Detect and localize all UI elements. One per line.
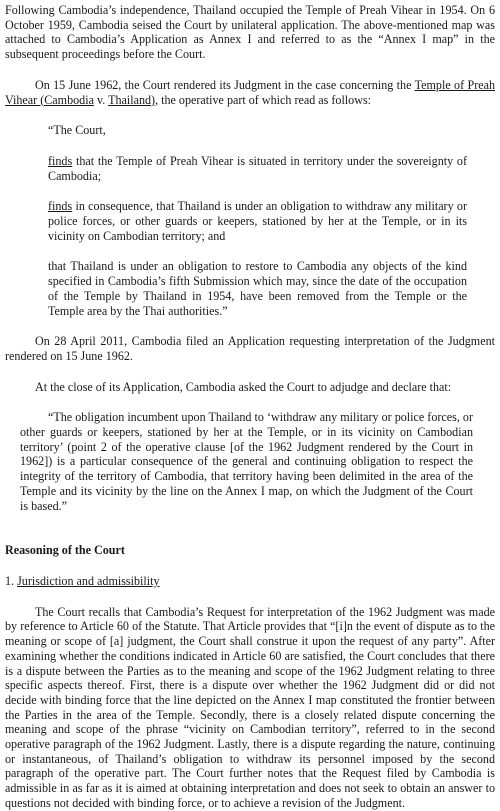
finding-text: in consequence, that Thailand is under an obligation to withdraw any military or police forces, or other guards or keepers, stationed by her at the Temple, or in its vicinity on Cambodian territory; and bbox=[48, 199, 467, 243]
text-after-case: , the operative part of which read as follows: bbox=[155, 92, 372, 107]
subsection-number: 1. bbox=[5, 573, 18, 588]
paragraph-2011-application: On 28 April 2011, Cambodia filed an Application requesting interpretation of the Judgment rendered on 15 June 1962. bbox=[5, 334, 495, 363]
text-versus: v. bbox=[93, 92, 109, 107]
paragraph-reasoning: The Court recalls that Cambodia’s Request for interpretation of the 1962 Judgment was made by reference to Article 60 of the Statute. That Article provides that “[i]n the event of dispute as to the meaning or scope of [a] judgment, the Court shall construe it upon the request of any party”. After examining whether the conditions indicated in Article 60 are satisfied, the Court concludes that there is a dispute between the Parties as to the meaning and scope of the 1962 Judgment relating to three specific aspects thereof. First, there is a dispute over whether the 1962 Judgment did or did not decide with binding force that the line depicted on the Annex I map constituted the frontier between the Parties in the area of the Temple. Secondly, there is a closely related dispute concerning the meaning and scope of the phrase “vicinity on Cambodian territory”, referred to in the second operative paragraph of the 1962 Judgment. Lastly, there is a dispute regarding the nature, continuing or instantaneous, of Thailand’s obligation to withdraw its personnel imposed by the second paragraph of the operative part. The Court further notes that the Request filed by Cambodia is admissible in as far as it is aimed at obtaining interpretation and does not seek to obtain an answer to questions not decided with binding force, or to achieve a revision of the Judgment. bbox=[5, 604, 495, 810]
finding-sovereignty bbox=[5, 154, 495, 183]
finds-keyword: finds bbox=[48, 199, 73, 214]
paragraph-background: Following Cambodia’s independence, Thailand occupied the Temple of Preah Vihear in 1954. On 6 October 1959, Cambodia seised the Court by unilateral application. The above-mentioned map was attached to Cambodia’s Application as Annex I and referred to as the “Annex I map” in the subsequent proceedings before the Court. bbox=[5, 3, 495, 62]
case-name-part-a: Temple of Preah Vihear (Cambodia bbox=[5, 77, 496, 107]
finds-keyword: finds bbox=[48, 153, 73, 168]
subsection-title: Jurisdiction and admissibility bbox=[17, 573, 160, 588]
finding-restore: that Thailand is under an obligation to restore to Cambodia any objects of the kind specified in Cambodia’s fifth Submission which may, since the date of the occupation of the Temple by Thailand in 1954, have been removed from the Temple or the Temple area by the Thai authorities.” bbox=[48, 259, 467, 318]
paragraph-adjudge-declare: At the close of its Application, Cambodia asked the Court to adjudge and declare that: bbox=[35, 379, 452, 394]
section-heading: Reasoning of the Court bbox=[5, 543, 125, 558]
text-before-case: On 15 June 1962, the Court rendered its Judgment in the case concerning the bbox=[35, 77, 415, 92]
finding-text: that the Temple of Preah Vihear is situated in territory under the sovereignty of Cambodia; bbox=[48, 153, 467, 183]
case-name-part-b: Thailand) bbox=[108, 92, 156, 107]
paragraph-1962-judgment bbox=[5, 78, 495, 107]
quote-cambodia-request: “The obligation incumbent upon Thailand to ‘withdraw any military or police forces, or other guards or keepers, stationed by her at the Temple, or in its vicinity on Cambodian territory’ (point 2 of the operative clause [of the 1962 Judgment rendered by the Court in 1962]) is a particular consequence of the general and continuing obligation to respect the integrity of the territory of Cambodia, that territory having been delimited in the area of the Temple and its vicinity by the line on the Annex I map, on which the Judgment of the Court is based.” bbox=[20, 410, 473, 513]
quote-intro: “The Court, bbox=[48, 123, 106, 138]
subsection-heading bbox=[5, 574, 495, 589]
finding-withdraw bbox=[5, 199, 495, 243]
